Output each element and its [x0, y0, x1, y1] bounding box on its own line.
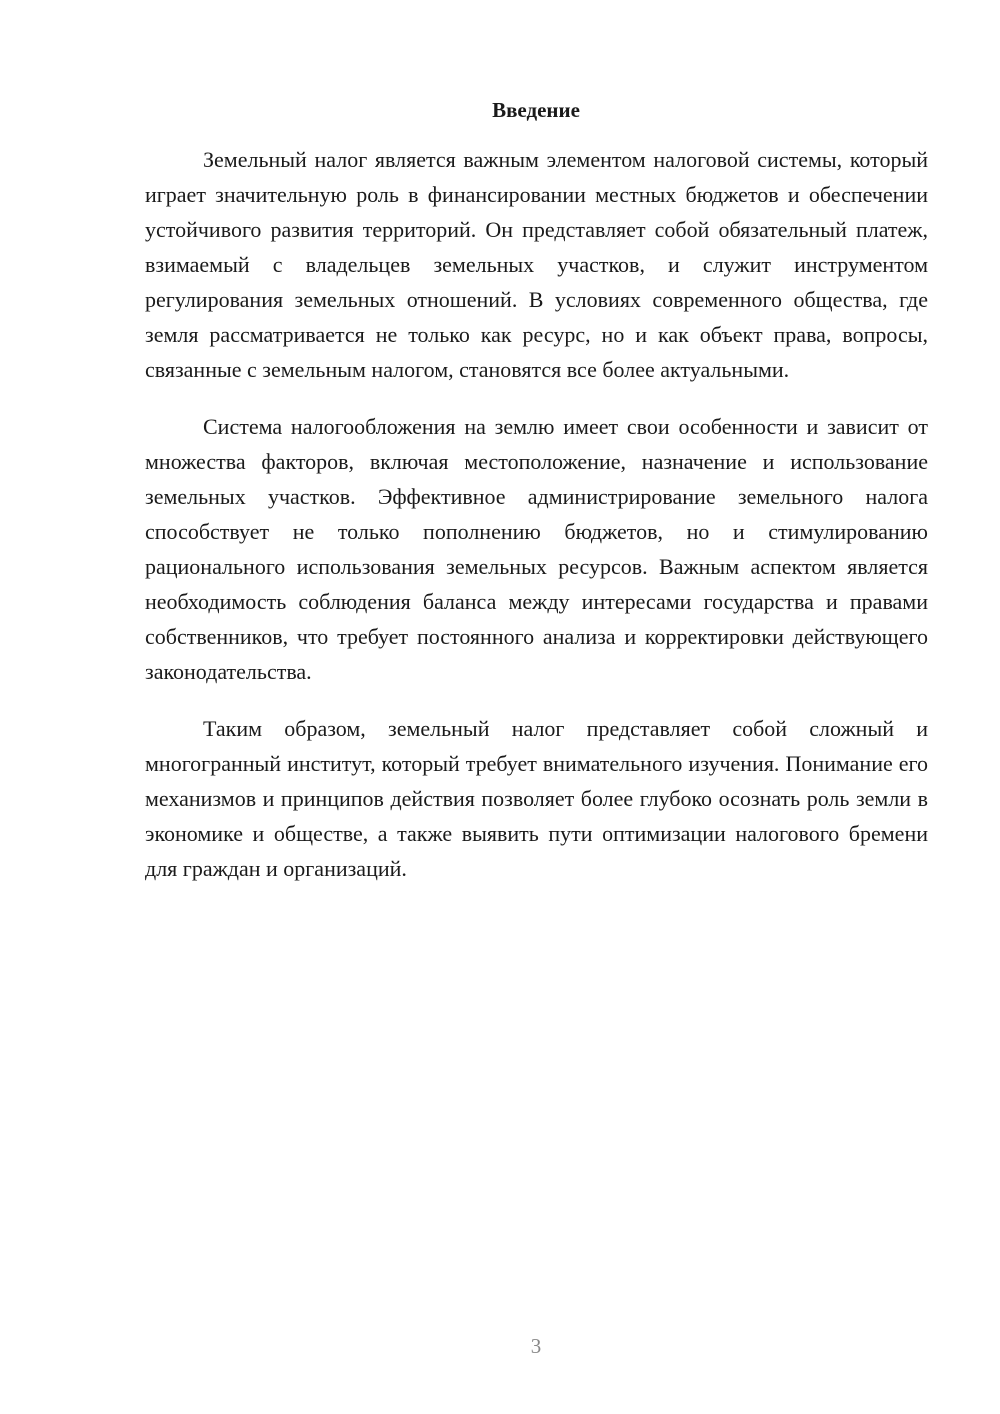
section-heading: Введение	[492, 98, 580, 122]
paragraph-3: Таким образом, земельный налог представляет собой сложный и многогранный институт, который требует внимательного изучения. Понимание его механизмов и принципов действия позволяет более глубоко осознать роль земли в экономике и обществе, а также выявить пути оптимизации налогового бремени для граждан и организаций.	[145, 716, 928, 881]
body-text	[145, 142, 928, 908]
paragraph-1: Земельный налог является важным элементом налоговой системы, который играет значительную роль в финансировании местных бюджетов и обеспечении устойчивого развития территорий. Он представляет собой обязательный платеж, взимаемый с владельцев земельных участков, и служит инструментом регулирования земельных отношений. В условиях современного общества, где земля рассматривается не только как ресурс, но и как объект права, вопросы, связанные с земельным налогом, становятся все более актуальными.	[145, 147, 928, 382]
paragraph-2: Система налогообложения на землю имеет свои особенности и зависит от множества факторов, включая местоположение, назначение и использование земельных участков. Эффективное администрирование земельного налога способствует не только пополнению бюджетов, но и стимулированию рационального использования земельных ресурсов. Важным аспектом является необходимость соблюдения баланса между интересами государства и правами собственников, что требует постоянного анализа и корректировки действующего законодательства.	[145, 414, 928, 684]
page-number: 3	[530, 1334, 542, 1358]
